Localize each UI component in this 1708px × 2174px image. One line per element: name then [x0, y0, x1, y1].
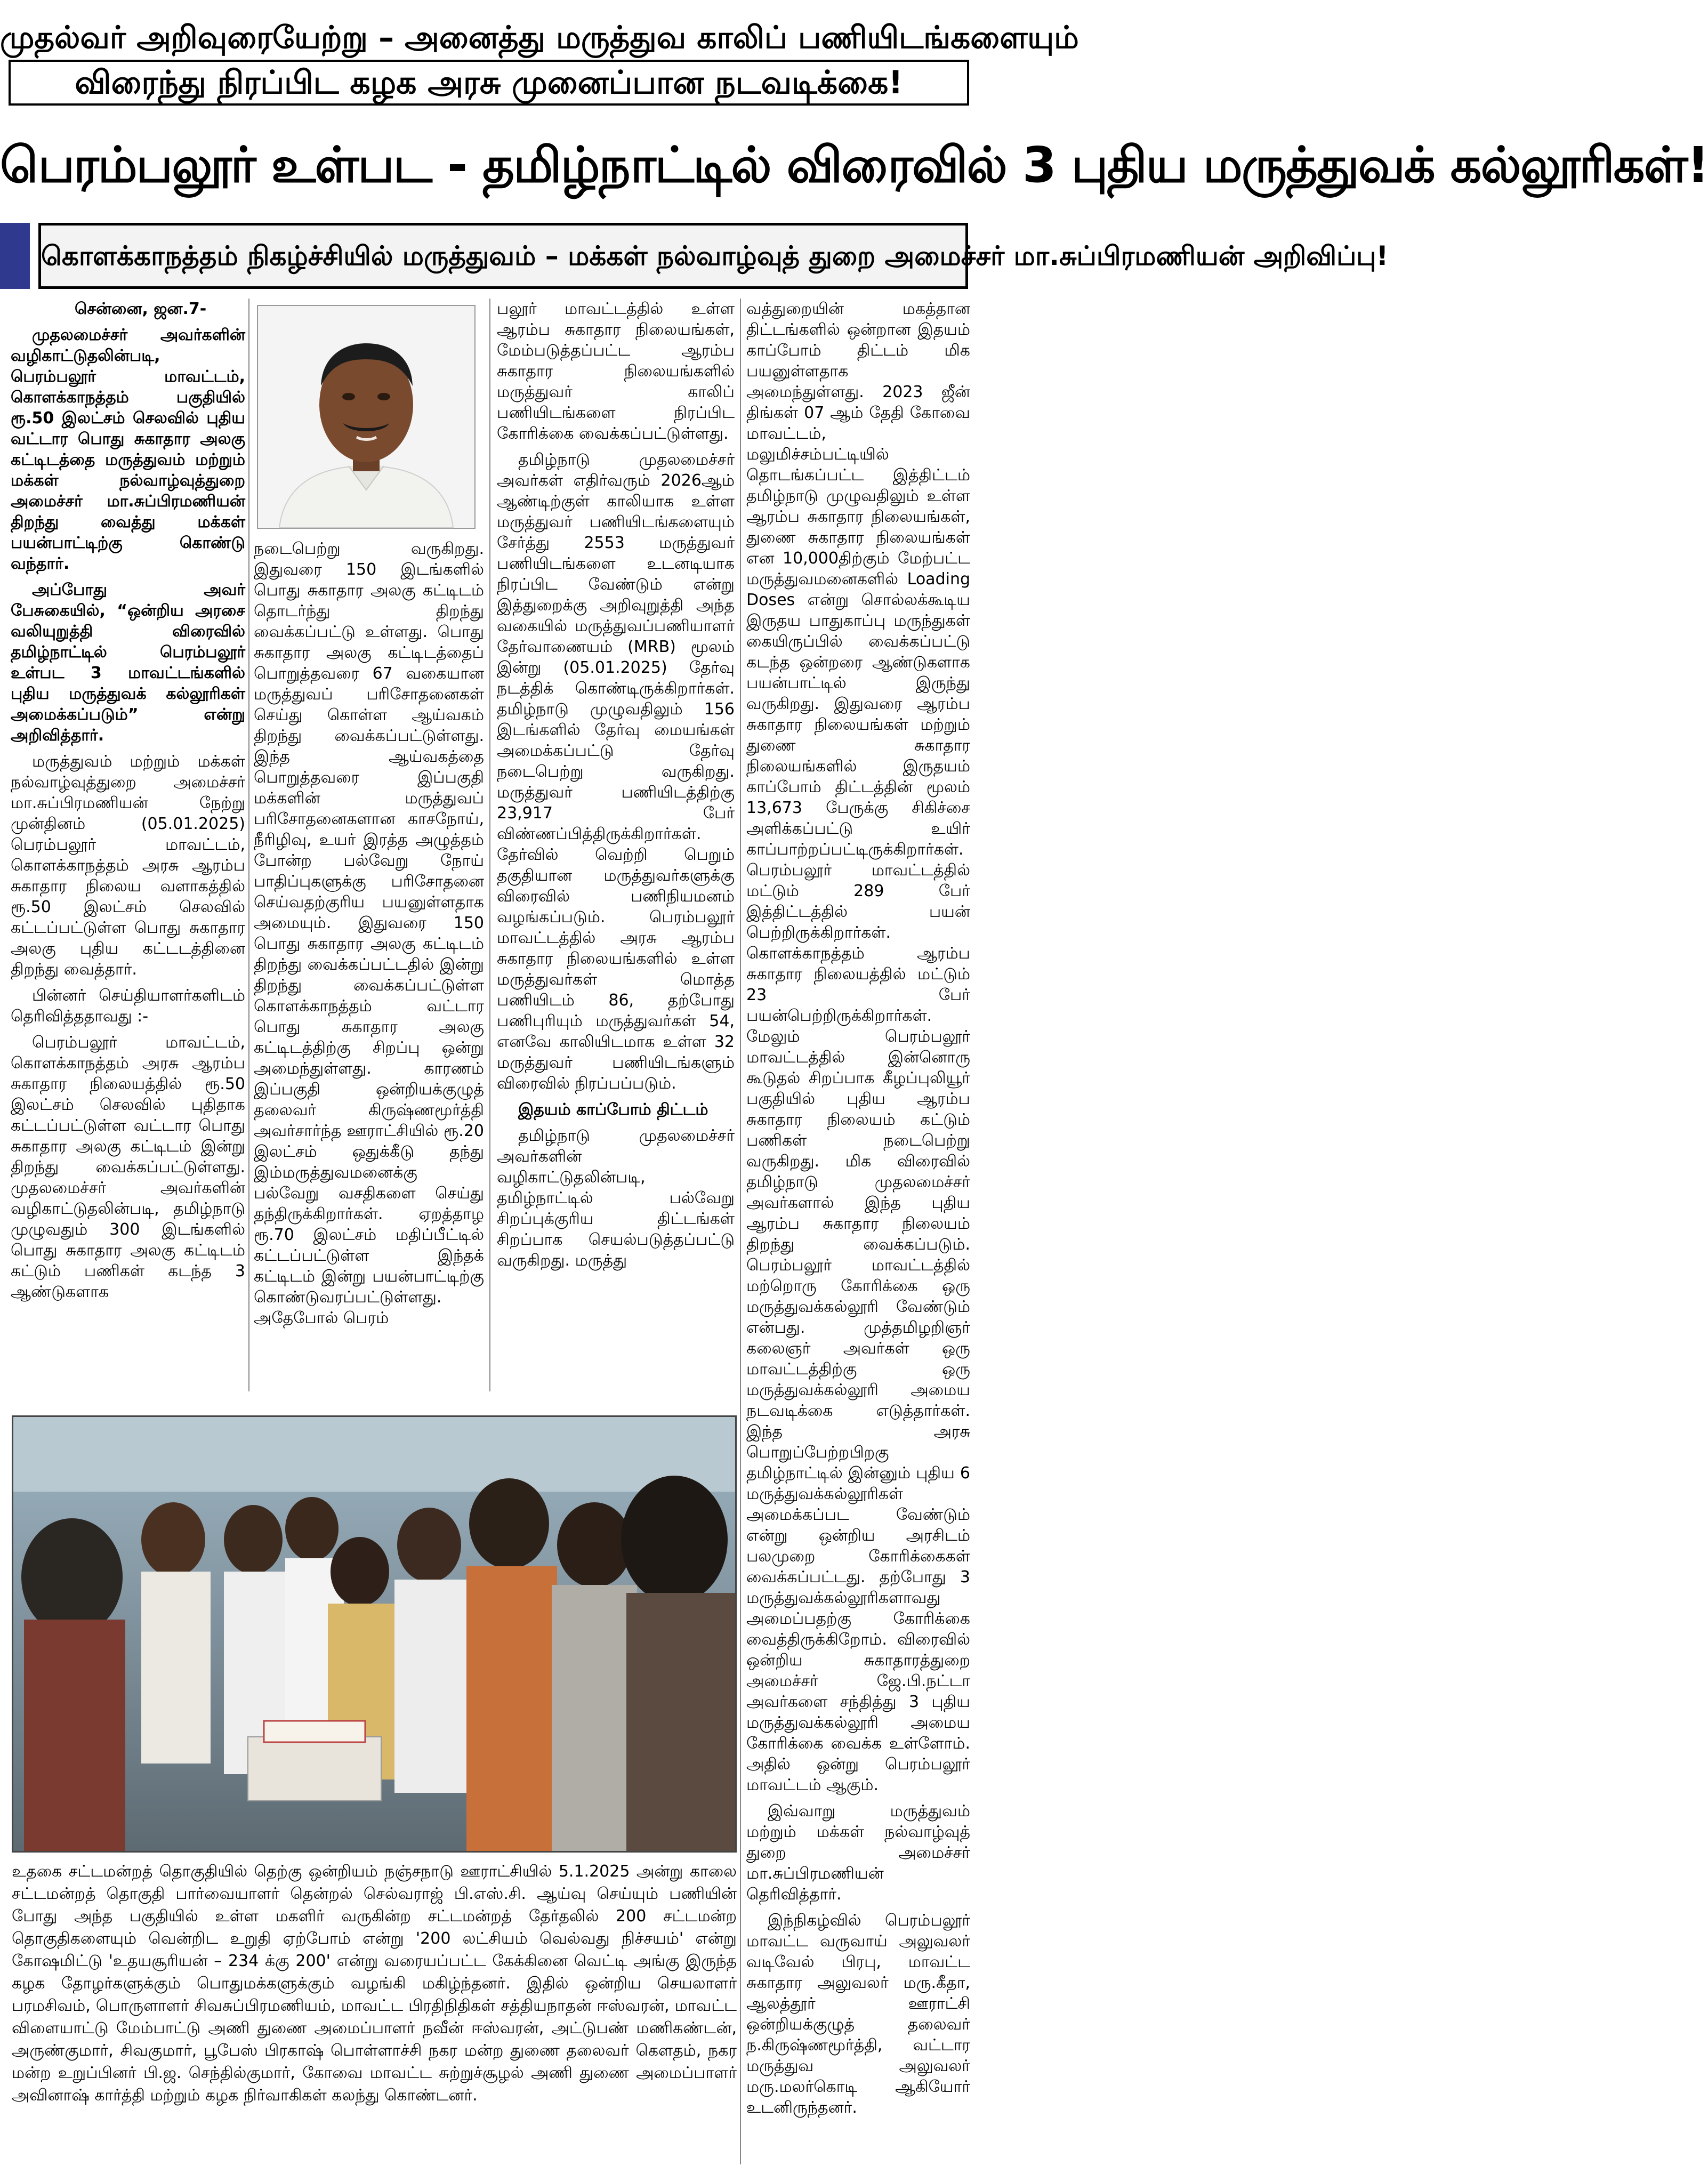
article-paragraph: பெரம்பலூர் மாவட்டம், கொளக்காநத்தம் அரசு ஆரம்ப சுகாதார நிலையத்தில் ரூ.50 இலட்சம் செலவில் புதிதாக கட்டப்பட்டுள்ள வட்டார பொது சுகாதார அலகு கட்டிடம் இன்று திறந்து வைக்கப்பட்டுள்ளது. முதலமைச்சர் அவர்களின் வழிகாட்டுதலின்படி, தமிழ்நாடு முழுவதும் 300 இடங்களில் பொது சுகாதார அலகு கட்டிடம் கட்டும் பணிகள் கடந்த 3 ஆண்டுகளாக [11, 1033, 245, 1301]
subheadline: கொளக்காநத்தம் நிகழ்ச்சியில் மருத்துவம் – மக்கள் நல்வாழ்வுத் துறை அமைச்சர் மா.சுப்பிரமணியன் அறிவிப்பு! [38, 223, 968, 289]
main-headline: பெரம்பலூர் உள்பட - தமிழ்நாட்டில் விரைவில் 3 புதிய மருத்துவக் கல்லூரிகள்! [0, 136, 1708, 194]
minister-portrait [257, 305, 476, 529]
dateline: சென்னை, ஜன.7- [75, 300, 207, 318]
article-column-4 [746, 299, 970, 2164]
article-paragraph: நடைபெற்று வருகிறது. இதுவரை 150 இடங்களில் பொது சுகாதார அலகு கட்டிடம் தொடர்ந்து திறந்து வைக்கப்பட்டு உள்ளது. பொது சுகாதார அலகு கட்டிடத்தைப் பொறுத்தவரை 67 வகையான மருத்துவப் பரிசோதனைகள் செய்து கொள்ள ஆய்வகம் திறந்து வைக்கப்பட்டுள்ளது. இந்த ஆய்வகத்தை பொறுத்தவரை இப்பகுதி மக்களின் மருத்துவப் பரிசோதனைகளான காசநோய், நீரிழிவு, உயர் இரத்த அழுத்தம் போன்ற பல்வேறு நோய் பாதிப்புகளுக்கு பரிசோதனை செய்வதற்குரிய பயனுள்ளதாக அமையும். இதுவரை 150 பொது சுகாதார அலகு கட்டிடம் திறந்து வைக்கப்பட்டதில் இன்று திறந்து வைக்கப்பட்டுள்ள கொளக்காநத்தம் வட்டார பொது சுகாதார அலகு கட்டிடத்திற்கு சிறப்பு ஒன்று அமைந்துள்ளது. காரணம் இப்பகுதி ஒன்றியக்குழுத் தலைவர் கிருஷ்ணமூர்த்தி அவர்சார்ந்த ஊராட்சியில் ரூ.20 இலட்சம் ஒதுக்கீடு தந்து இம்மருத்துவமனைக்கு பல்வேறு வசதிகளை செய்து தந்திருக்கிறார்கள். ஏறத்தாழ ரூ.70 இலட்சம் மதிப்பீட்டில் கட்டப்பட்டுள்ள இந்தக் கட்டிடம் இன்று பயன்பாட்டிற்கு கொண்டுவரப்பட்டுள்ளது. அதேபோல் பெரம் [254, 540, 484, 1327]
article-paragraph: பலூர் மாவட்டத்தில் உள்ள ஆரம்ப சுகாதார நிலையங்கள், மேம்படுத்தப்பட்ட ஆரம்ப சுகாதார நிலையங்களில் மருத்துவர் காலிப் பணியிடங்களை நிரப்பிட கோரிக்கை வைக்கப்பட்டுள்ளது. [497, 300, 735, 443]
column-rule [248, 299, 249, 1391]
column-rule [740, 299, 741, 2164]
article-column-2 [254, 538, 484, 1391]
article-paragraph: தமிழ்நாடு முதலமைச்சர் அவர்கள் எதிர்வரும் 2026ஆம் ஆண்டிற்குள் காலியாக உள்ள மருத்துவர் பணியிடங்களையும் சேர்த்து 2553 மருத்துவர் பணியிடங்களை உடனடியாக நிரப்பிட வேண்டும் என்று இத்துறைக்கு அறிவுறுத்தி அந்த வகையில் மருத்துவப்பணியாளர் தேர்வாணையம் (MRB) மூலம் இன்று (05.01.2025) தேர்வு நடத்திக் கொண்டிருக்கிறார்கள். தமிழ்நாடு முழுவதிலும் 156 இடங்களில் தேர்வு மையங்கள் அமைக்கப்பட்டு தேர்வு நடைபெற்று வருகிறது. மருத்துவர் பணியிடத்திற்கு 23,917 பேர் விண்ணப்பித்திருக்கிறார்கள். தேர்வில் வெற்றி பெறும் தகுதியான மருத்துவர்களுக்கு விரைவில் பணிநியமனம் வழங்கப்படும். பெரம்பலூர் மாவட்டத்தில் அரசு ஆரம்ப சுகாதார நிலையங்களில் உள்ள மருத்துவர்கள் மொத்த பணியிடம் 86, தற்போது பணிபுரியும் மருத்துவர்கள் 54, எனவே காலியிடமாக உள்ள 32 மருத்துவர் பணியிடங்களும் விரைவில் நிரப்பப்படும். [497, 450, 735, 1093]
photo-caption: உதகை சட்டமன்றத் தொகுதியில் தெற்கு ஒன்றியம் நஞ்சநாடு ஊராட்சியில் 5.1.2025 அன்று காலை சட்டமன்றத் தொகுதி பார்வையாளர் தென்றல் செல்வராஜ் பி.எஸ்.சி. ஆய்வு செய்யும் பணியின் போது அந்த பகுதியில் உள்ள மகளிர் வருகின்ற சட்டமன்றத் தேர்தலில் 200 சட்டமன்ற தொகுதிகளையும் வென்றிட உறுதி ஏற்போம் என்று '200 லட்சியம் வெல்வது நிச்சயம்' என்று கோஷமிட்டு 'உதயசூரியன் – 234 க்கு 200' என்று வரையப்பட்ட கேக்கினை வெட்டி அங்கு இருந்த கழக தோழர்களுக்கும் பொதுமக்களுக்கும் வழங்கி மகிழ்ந்தனர். இதில் ஒன்றிய செயலாளர் பரமசிவம், பொருளாளர் சிவசுப்பிரமணியம், மாவட்ட பிரதிநிதிகள் சத்தியநாதன் ஈஸ்வரன், மாவட்ட விளையாட்டு மேம்பாட்டு அணி துணை அமைப்பாளர் நவீன் ஈஸ்வரன், அட்டுபண் மணிகண்டன், அருண்குமார், சிவகுமார், பூபேஸ் பிரகாஷ் பொள்ளாச்சி நகர மன்ற துணை தலைவர் கௌதம், நகர மன்ற உறுப்பினர் பி.ஜ. செந்தில்குமார், கோவை மாவட்ட சுற்றுச்சூழல் அணி துணை அமைப்பாளர் அவினாஷ் கார்த்தி மற்றும் கழக நிர்வாகிகள் கலந்து கொண்டனர். [12, 1862, 737, 2105]
article-paragraph: முதலமைச்சர் அவர்களின் வழிகாட்டுதலின்படி, பெரம்பலூர் மாவட்டம், கொளக்காநத்தம் பகுதியில் ரூ.50 இலட்சம் செலவில் புதிய வட்டார பொது சுகாதார அலகு கட்டிடத்தை மருத்துவம் மற்றும் மக்கள் நல்வாழ்வுத்துறை அமைச்சர் மா.சுப்பிரமணியன் திறந்து வைத்து மக்கள் பயன்பாட்டிற்கு கொண்டு வந்தார். [11, 326, 245, 573]
article-paragraph: அப்போது அவர் பேசுகையில், “ஒன்றிய அரசை வலியுறுத்தி விரைவில் தமிழ்நாட்டில் பெரம்பலூர் உள்பட 3 மாவட்டங்களில் புதிய மருத்துவக் கல்லூரிகள் அமைக்கப்படும்” என்று அறிவித்தார். [11, 581, 245, 745]
column-rule [489, 299, 490, 1391]
article-column-1 [11, 299, 245, 1391]
article-paragraph: இந்நிகழ்வில் பெரம்பலூர் மாவட்ட வருவாய் அலுவலர் வடிவேல் பிரபு, மாவட்ட சுகாதார அலுவலர் மரு.கீதா, ஆலத்தூர் ஊராட்சி ஒன்றியக்குழுத் தலைவர் ந.கிருஷ்ணமூர்த்தி, வட்டார மருத்துவ அலுவலர் மரு.மலர்கொடி ஆகியோர் உடனிருந்தனர். [746, 1911, 970, 2117]
event-photo [12, 1415, 737, 1853]
article-paragraph: பின்னர் செய்தியாளர்களிடம் தெரிவித்ததாவது :- [11, 986, 245, 1026]
event-photo-image [13, 1417, 735, 1851]
article-paragraph: இவ்வாறு மருத்துவம் மற்றும் மக்கள் நல்வாழ்வுத் துறை அமைச்சர் மா.சுப்பிரமணியன் தெரிவித்தார். [746, 1802, 970, 1904]
deck-headline: விரைந்து நிரப்பிட கழக அரசு முனைப்பான நடவடிக்கை! [9, 60, 969, 106]
article-paragraph: மருத்துவம் மற்றும் மக்கள் நல்வாழ்வுத்துறை அமைச்சர் மா.சுப்பிரமணியன் நேற்று முன்தினம் (05.01.2025) பெரம்பலூர் மாவட்டம், கொளக்காநத்தம் அரசு ஆரம்ப சுகாதார நிலைய வளாகத்தில் ரூ.50 இலட்சம் செலவில் கட்டப்பட்டுள்ள பொது சுகாதார அலகு புதிய கட்டடத்தினை திறந்து வைத்தார். [11, 752, 245, 979]
portrait-image [258, 306, 474, 528]
article-paragraph: வத்துறையின் மகத்தான திட்டங்களில் ஒன்றான இதயம் காப்போம் திட்டம் மிக பயனுள்ளதாக அமைந்துள்ளது. 2023 ஜீன் திங்கள் 07 ஆம் தேதி கோவை மாவட்டம், மலுமிச்சம்பட்டியில் தொடங்கப்பட்ட இத்திட்டம் தமிழ்நாடு முழுவதிலும் உள்ள ஆரம்ப சுகாதார நிலையங்கள், துணை சுகாதார நிலையங்கள் என 10,000திற்கும் மேற்பட்ட மருத்துவமனைகளில் Loading Doses என்று சொல்லக்கூடிய இருதய பாதுகாப்பு மருந்துகள் கையிருப்பில் வைக்கப்பட்டு கடந்த ஒன்றரை ஆண்டுகளாக பயன்பாட்டில் இருந்து வருகிறது. இதுவரை ஆரம்ப சுகாதார நிலையங்கள் மற்றும் துணை சுகாதார நிலையங்களில் இருதயம் காப்போம் திட்டத்தின் மூலம் 13,673 பேருக்கு சிகிச்சை அளிக்கப்பட்டு உயிர் காப்பாற்றப்பட்டிருக்கிறார்கள். பெரம்பலூர் மாவட்டத்தில் மட்டும் 289 பேர் இத்திட்டத்தில் பயன் பெற்றிருக்கிறார்கள். கொளக்காநத்தம் ஆரம்ப சுகாதார நிலையத்தில் மட்டும் 23 பேர் பயன்பெற்றிருக்கிறார்கள். மேலும் பெரம்பலூர் மாவட்டத்தில் இன்னொரு கூடுதல் சிறப்பாக கீழப்புலியூர் பகுதியில் புதிய ஆரம்ப சுகாதார நிலையம் கட்டும் பணிகள் நடைபெற்று வருகிறது. மிக விரைவில் தமிழ்நாடு முதலமைச்சர் அவர்களால் இந்த புதிய ஆரம்ப சுகாதார நிலையம் திறந்து வைக்கப்படும். பெரம்பலூர் மாவட்டத்தில் மற்றொரு கோரிக்கை ஒரு மருத்துவக்கல்லூரி வேண்டும் என்பது. முத்தமிழறிஞர் கலைஞர் அவர்கள் ஒரு மாவட்டத்திற்கு ஒரு மருத்துவக்கல்லூரி அமைய நடவடிக்கை எடுத்தார்கள். இந்த அரசு பொறுப்பேற்றபிறகு தமிழ்நாட்டில் இன்னும் புதிய 6 மருத்துவக்கல்லூரிகள் அமைக்கப்பட வேண்டும் என்று ஒன்றிய அரசிடம் பலமுறை கோரிக்கைகள் வைக்கப்பட்டது. தற்போது 3 மருத்துவக்கல்லூரிகளாவது அமைப்பதற்கு கோரிக்கை வைத்திருக்கிறோம். விரைவில் ஒன்றிய சுகாதாரத்துறை அமைச்சர் ஜே.பி.நட்டா அவர்களை சந்தித்து 3 புதிய மருத்துவக்கல்லூரி அமைய கோரிக்கை வைக்க உள்ளோம். அதில் ஒன்று பெரம்பலூர் மாவட்டம் ஆகும். [746, 300, 970, 1794]
article-paragraph: தமிழ்நாடு முதலமைச்சர் அவர்களின் வழிகாட்டுதலின்படி, தமிழ்நாட்டில் பல்வேறு சிறப்புக்குரிய திட்டங்கள் சிறப்பாக செயல்படுத்தப்பட்டு வருகிறது. மருத்து [497, 1126, 735, 1270]
accent-bar [0, 223, 30, 289]
article-column-3 [497, 299, 735, 1391]
section-heading: இதயம் காப்போம் திட்டம் [518, 1100, 708, 1119]
kicker-headline: முதல்வர் அறிவுரையேற்று – அனைத்து மருத்துவ காலிப் பணியிடங்களையும் [0, 19, 1079, 55]
